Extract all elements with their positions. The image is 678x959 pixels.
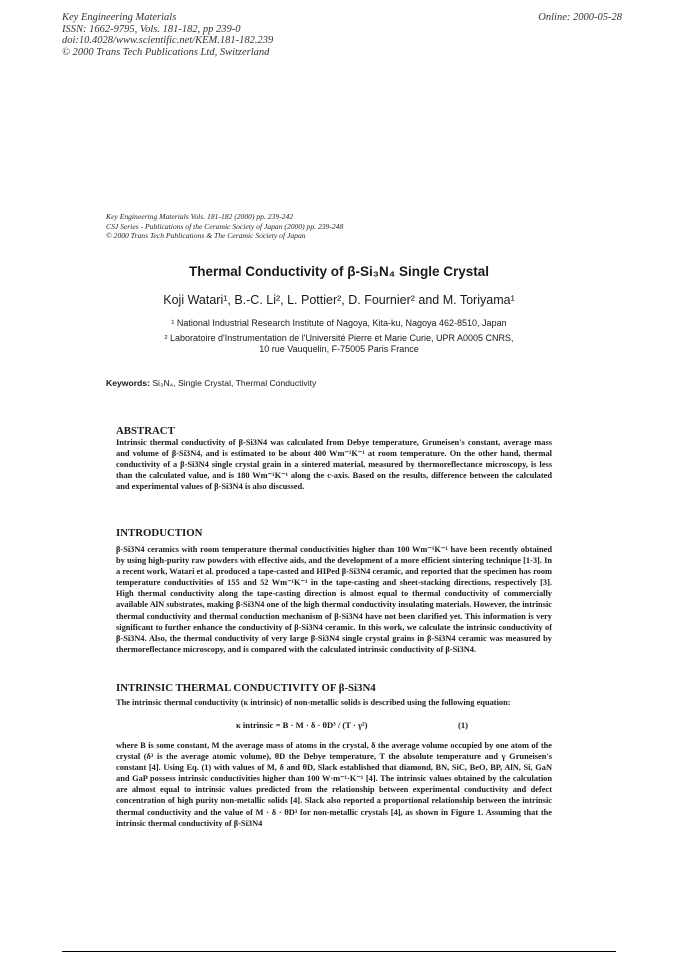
introduction-heading: INTRODUCTION [116,527,203,539]
equation-1: κ intrinsic = B · M · δ · θD³ / (T · γ²) [236,720,368,730]
keywords [106,378,316,388]
intrinsic-section [116,682,552,708]
publication-header [62,12,622,58]
intrinsic-text: where B is some constant, M the average mass of atoms in the crystal, δ the average volume occupied by one atom of the crystal (δ³ is the average atomic volume), θD the Debye temperature, T the absolute temperature and γ Gruneisen's constant [4]. Using Eq. (1) with values of M, δ and θD, Slack established that diamond, BN, SiC, BeO, BP, AlN, Si, GaN and GaP possess intrinsic conductivities higher than 100 W·m⁻¹·K⁻¹ [4]. The intrinsic values obtained by the calculation are almost equal to intrinsic values predicted from the relationship between experimental conductivity and defect concentration of high purity non-metallic solids [4]. Slack also reported a proportional relationship between the intrinsic thermal conductivity and the value of M · δ · θD³ for non-metallic crystals [4], as shown in Figure 1. Assuming that the intrinsic thermal conductivity of β-Si3N4 [116,741,552,828]
introduction-text: β-Si3N4 ceramics with room temperature thermal conductivities higher than 100 Wm⁻¹K⁻¹ have been recently obtained by using high-purity raw powders with effective aids, and the development of a more efficient sintering technique [1-3]. In a recent work, Watari et al. produced a tape-casted and HIPed β-Si3N4 ceramic, and reported that the specimen has room temperature conductivities of 155 and 52 Wm⁻¹K⁻¹ in the tape-casting and sheet-stacking directions, respectively [3]. High thermal conductivity along the tape-casting direction is almost equal to thermal conductivity of commercially available AlN substrates, making β-Si3N4 one of the high thermal conductivity insulating materials. However, the intrinsic thermal conductivity and thermal conduction mechanism of β-Si3N4 have not been clarified yet. This information is very significant to further enhance the conductivity of β-Si3N4 ceramic. In this work, we calculate the intrinsic conductivity of β-Si3N4. Also, the thermal conductivity of very large β-Si3N4 single crystal grains in β-Si3N4 ceramic was measured by thermoreflectance microscopy, and is compared with the calculated intrinsic conductivity of β-Si3N4. [116,545,552,654]
affiliation-1: ¹ National Industrial Research Institute of Nagoya, Kita-ku, Nagoya 462-8510, Japan [171,318,507,328]
intrinsic-heading: INTRINSIC THERMAL CONDUCTIVITY OF β-Si3N4 [116,682,376,694]
affiliation-2a: ² Laboratoire d'Instrumentation de l'Université Pierre et Marie Curie, UPR A0005 CNRS, [164,333,514,343]
keywords-label: Keywords: [106,378,150,388]
journal-info-line-3: © 2000 Trans Tech Publications & The Ceramic Society of Japan [106,231,306,241]
journal-info-line-2: CSJ Series - Publications of the Ceramic Society of Japan (2000) pp. 239-248 [106,221,344,231]
author-list: Koji Watari¹, B.-C. Li², L. Pottier², D. Fournier² and M. Toriyama¹ [163,293,515,307]
footer-rule [62,951,616,952]
introduction-section [116,527,552,655]
doi-line: doi:10.4028/www.scientific.net/KEM.181-182.239 [62,35,274,46]
intrinsic-body [116,740,552,829]
equation-number: (1) [458,720,469,730]
paper-title: Thermal Conductivity of β-Si₃N₄ Single Crystal [189,264,489,279]
issn-line: ISSN: 1662-9795, Vols. 181-182, pp 239-0 [62,23,241,35]
abstract-section [116,425,552,492]
online-date: Online: 2000-05-28 [538,12,622,23]
copyright-line: © 2000 Trans Tech Publications Ltd, Switzerland [62,46,270,58]
journal-info [106,212,576,241]
journal-info-line-1: Key Engineering Materials Vols. 181-182 (2000) pp. 239-242 [106,212,294,221]
abstract-heading: ABSTRACT [116,425,175,437]
intrinsic-intro: The intrinsic thermal conductivity (κ intrinsic) of non-metallic solids is described using the following equation: [116,698,511,707]
journal-name: Key Engineering Materials [62,12,177,23]
affiliation-2b: 10 rue Vauquelin, F-75005 Paris France [259,344,419,354]
keywords-text: Si₃N₄, Single Crystal, Thermal Conductivity [152,378,317,388]
abstract-text: Intrinsic thermal conductivity of β-Si3N4 was calculated from Debye temperature, Gruneisen's constant, average mass and volume of β-Si3N4, and is estimated to be about 400 Wm⁻¹K⁻¹ at room temperature. On the other hand, thermal conductivity of a β-Si3N4 single crystal grain in a sintered material, measured by thermoreflectance microscopy, is less than the calculated value, and is 180 Wm⁻¹K⁻¹ along the c-axis. Based on the results, difference between the calculated and experimental values of β-Si3N4 is also discussed. [116,438,552,492]
